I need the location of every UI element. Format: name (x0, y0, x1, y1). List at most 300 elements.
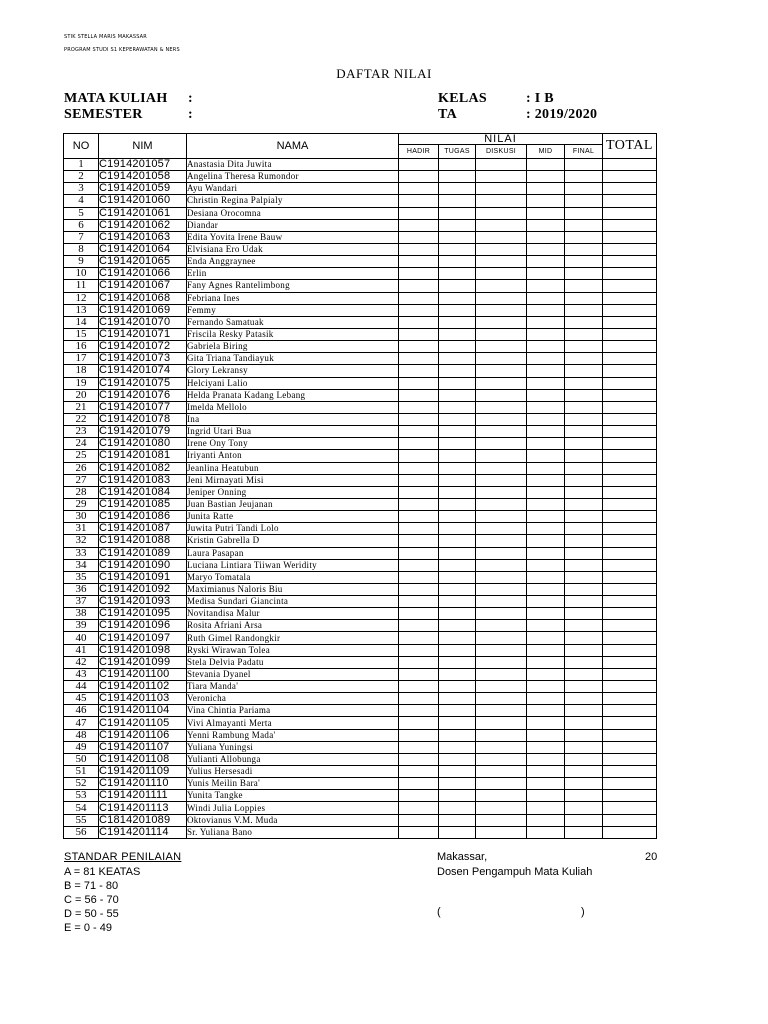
row-final-cell (565, 389, 603, 401)
row-hadir-cell (399, 644, 439, 656)
row-diskusi-cell (476, 195, 527, 207)
row-total-cell (603, 474, 657, 486)
row-diskusi-cell (476, 729, 527, 741)
row-number: 39 (64, 620, 99, 632)
row-hadir-cell (399, 681, 439, 693)
row-nama: Maryo Tomatala (187, 571, 399, 583)
row-nim: C1914201058 (99, 171, 187, 183)
row-total-cell (603, 304, 657, 316)
row-number: 1 (64, 159, 99, 171)
row-diskusi-cell (476, 159, 527, 171)
row-tugas-cell (439, 741, 476, 753)
row-tugas-cell (439, 826, 476, 838)
row-number: 32 (64, 535, 99, 547)
row-nama: Luciana Lintiara Tiiwan Weridity (187, 559, 399, 571)
row-mid-cell (527, 243, 565, 255)
row-nama: Ingrid Utari Bua (187, 426, 399, 438)
row-total-cell (603, 717, 657, 729)
row-nama: Enda Anggraynee (187, 256, 399, 268)
table-row (64, 401, 657, 413)
ta-value: : 2019/2020 (526, 107, 598, 122)
row-total-cell (603, 341, 657, 353)
row-diskusi-cell (476, 328, 527, 340)
row-nama: Christin Regina Palpialy (187, 195, 399, 207)
row-diskusi-cell (476, 183, 527, 195)
row-tugas-cell (439, 256, 476, 268)
row-nim: C1914201108 (99, 753, 187, 765)
row-final-cell (565, 365, 603, 377)
row-final-cell (565, 753, 603, 765)
row-diskusi-cell (476, 219, 527, 231)
row-diskusi-cell (476, 523, 527, 535)
row-tugas-cell (439, 523, 476, 535)
row-diskusi-cell (476, 547, 527, 559)
table-row (64, 547, 657, 559)
row-hadir-cell (399, 656, 439, 668)
row-nama: Ruth Gimel Randongkir (187, 632, 399, 644)
row-mid-cell (527, 620, 565, 632)
row-nim: C1914201105 (99, 717, 187, 729)
row-total-cell (603, 183, 657, 195)
row-tugas-cell (439, 644, 476, 656)
row-mid-cell (527, 571, 565, 583)
row-nama: Glory Lekransy (187, 365, 399, 377)
row-nim: C1914201080 (99, 438, 187, 450)
table-row (64, 766, 657, 778)
row-number: 10 (64, 268, 99, 280)
row-tugas-cell (439, 231, 476, 243)
row-number: 40 (64, 632, 99, 644)
row-nim: C1914201113 (99, 802, 187, 814)
row-mid-cell (527, 741, 565, 753)
grades-table (63, 133, 657, 839)
row-nim: C1914201075 (99, 377, 187, 389)
row-nama: Angelina Theresa Rumondor (187, 171, 399, 183)
row-mid-cell (527, 547, 565, 559)
row-total-cell (603, 535, 657, 547)
row-nama: Junita Ratte (187, 511, 399, 523)
row-final-cell (565, 243, 603, 255)
row-nama: Femmy (187, 304, 399, 316)
row-number: 13 (64, 304, 99, 316)
row-mid-cell (527, 426, 565, 438)
row-hadir-cell (399, 243, 439, 255)
row-diskusi-cell (476, 596, 527, 608)
row-nim: C1914201114 (99, 826, 187, 838)
table-row (64, 802, 657, 814)
row-number: 49 (64, 741, 99, 753)
table-row (64, 195, 657, 207)
row-hadir-cell (399, 231, 439, 243)
row-nama: Novitandisa Malur (187, 608, 399, 620)
table-row (64, 668, 657, 680)
row-number: 16 (64, 341, 99, 353)
row-final-cell (565, 644, 603, 656)
row-final-cell (565, 292, 603, 304)
row-mid-cell (527, 207, 565, 219)
row-nim: C1914201078 (99, 413, 187, 425)
row-nim: C1914201065 (99, 256, 187, 268)
row-number: 4 (64, 195, 99, 207)
row-hadir-cell (399, 559, 439, 571)
row-hadir-cell (399, 171, 439, 183)
col-header-tugas: TUGAS (439, 145, 476, 159)
row-diskusi-cell (476, 766, 527, 778)
row-mid-cell (527, 450, 565, 462)
row-nim: C1914201111 (99, 790, 187, 802)
row-tugas-cell (439, 693, 476, 705)
col-header-final: FINAL (565, 145, 603, 159)
row-diskusi-cell (476, 401, 527, 413)
row-hadir-cell (399, 486, 439, 498)
row-number: 11 (64, 280, 99, 292)
row-tugas-cell (439, 498, 476, 510)
row-number: 15 (64, 328, 99, 340)
row-hadir-cell (399, 814, 439, 826)
row-diskusi-cell (476, 826, 527, 838)
row-nim: C1914201084 (99, 486, 187, 498)
row-final-cell (565, 159, 603, 171)
row-diskusi-cell (476, 814, 527, 826)
row-tugas-cell (439, 195, 476, 207)
row-diskusi-cell (476, 292, 527, 304)
row-hadir-cell (399, 426, 439, 438)
row-tugas-cell (439, 280, 476, 292)
row-nim: C1914201097 (99, 632, 187, 644)
row-number: 3 (64, 183, 99, 195)
row-diskusi-cell (476, 705, 527, 717)
row-nama: Yuliana Yuningsi (187, 741, 399, 753)
row-diskusi-cell (476, 316, 527, 328)
row-tugas-cell (439, 547, 476, 559)
row-hadir-cell (399, 256, 439, 268)
row-nama: Jeniper Onning (187, 486, 399, 498)
row-mid-cell (527, 219, 565, 231)
mata-kuliah-colon: : (188, 91, 193, 106)
row-total-cell (603, 632, 657, 644)
col-header-nilai: NILAI (399, 134, 603, 145)
row-mid-cell (527, 681, 565, 693)
row-mid-cell (527, 535, 565, 547)
row-nama: Medisa Sundari Giancinta (187, 596, 399, 608)
row-hadir-cell (399, 705, 439, 717)
row-tugas-cell (439, 183, 476, 195)
table-row (64, 219, 657, 231)
row-number: 19 (64, 377, 99, 389)
row-mid-cell (527, 583, 565, 595)
row-diskusi-cell (476, 256, 527, 268)
grade-e-range: E = 0 - 49 (64, 922, 113, 934)
row-number: 36 (64, 583, 99, 595)
row-total-cell (603, 486, 657, 498)
row-nama: Yenni Rambung Mada' (187, 729, 399, 741)
row-nama: Gita Triana Tandiayuk (187, 353, 399, 365)
row-final-cell (565, 328, 603, 340)
row-diskusi-cell (476, 681, 527, 693)
row-total-cell (603, 583, 657, 595)
table-row (64, 377, 657, 389)
row-nim: C1914201085 (99, 498, 187, 510)
row-nim: C1914201064 (99, 243, 187, 255)
row-hadir-cell (399, 341, 439, 353)
row-mid-cell (527, 231, 565, 243)
table-row (64, 304, 657, 316)
row-number: 6 (64, 219, 99, 231)
row-nama: Vivi Almayanti Merta (187, 717, 399, 729)
row-tugas-cell (439, 596, 476, 608)
row-nim: C1914201071 (99, 328, 187, 340)
row-number: 31 (64, 523, 99, 535)
row-nim: C1914201077 (99, 401, 187, 413)
row-mid-cell (527, 292, 565, 304)
row-mid-cell (527, 766, 565, 778)
row-hadir-cell (399, 292, 439, 304)
row-final-cell (565, 219, 603, 231)
row-hadir-cell (399, 523, 439, 535)
row-total-cell (603, 462, 657, 474)
row-hadir-cell (399, 547, 439, 559)
row-total-cell (603, 243, 657, 255)
row-tugas-cell (439, 620, 476, 632)
row-nama: Yunis Meilin Bara' (187, 778, 399, 790)
table-row (64, 292, 657, 304)
row-diskusi-cell (476, 498, 527, 510)
row-number: 22 (64, 413, 99, 425)
row-nim: C1914201069 (99, 304, 187, 316)
row-mid-cell (527, 486, 565, 498)
row-final-cell (565, 620, 603, 632)
row-number: 21 (64, 401, 99, 413)
row-mid-cell (527, 559, 565, 571)
table-row (64, 243, 657, 255)
table-row (64, 426, 657, 438)
row-nama: Veronicha (187, 693, 399, 705)
grade-a-range: A = 81 KEATAS (64, 866, 141, 878)
table-row (64, 171, 657, 183)
row-total-cell (603, 450, 657, 462)
row-final-cell (565, 183, 603, 195)
row-final-cell (565, 353, 603, 365)
row-final-cell (565, 741, 603, 753)
row-total-cell (603, 741, 657, 753)
table-row (64, 535, 657, 547)
row-mid-cell (527, 316, 565, 328)
row-tugas-cell (439, 159, 476, 171)
grading-standard-title: STANDAR PENILAIAN (64, 851, 182, 863)
row-hadir-cell (399, 729, 439, 741)
row-diskusi-cell (476, 571, 527, 583)
row-total-cell (603, 498, 657, 510)
row-mid-cell (527, 644, 565, 656)
row-diskusi-cell (476, 535, 527, 547)
row-total-cell (603, 826, 657, 838)
row-hadir-cell (399, 450, 439, 462)
row-total-cell (603, 316, 657, 328)
table-row (64, 620, 657, 632)
row-nim: C1914201107 (99, 741, 187, 753)
row-final-cell (565, 268, 603, 280)
row-mid-cell (527, 656, 565, 668)
row-mid-cell (527, 159, 565, 171)
row-number: 54 (64, 802, 99, 814)
row-nama: Helciyani Lalio (187, 377, 399, 389)
row-final-cell (565, 486, 603, 498)
table-row (64, 511, 657, 523)
row-diskusi-cell (476, 559, 527, 571)
row-hadir-cell (399, 474, 439, 486)
row-nama: Windi Julia Loppies (187, 802, 399, 814)
row-final-cell (565, 413, 603, 425)
row-hadir-cell (399, 268, 439, 280)
row-total-cell (603, 656, 657, 668)
row-mid-cell (527, 171, 565, 183)
row-hadir-cell (399, 741, 439, 753)
table-row (64, 693, 657, 705)
row-tugas-cell (439, 268, 476, 280)
row-tugas-cell (439, 486, 476, 498)
row-diskusi-cell (476, 304, 527, 316)
row-total-cell (603, 280, 657, 292)
table-row (64, 231, 657, 243)
row-final-cell (565, 523, 603, 535)
row-total-cell (603, 608, 657, 620)
row-total-cell (603, 693, 657, 705)
row-final-cell (565, 608, 603, 620)
row-nama: Anastasia Dita Juwita (187, 159, 399, 171)
row-total-cell (603, 219, 657, 231)
row-hadir-cell (399, 717, 439, 729)
row-nama: Maximianus Naloris Biu (187, 583, 399, 595)
row-number: 51 (64, 766, 99, 778)
row-tugas-cell (439, 219, 476, 231)
row-total-cell (603, 401, 657, 413)
row-tugas-cell (439, 608, 476, 620)
row-nama: Jeanlina Heatubun (187, 462, 399, 474)
row-nim: C1914201099 (99, 656, 187, 668)
table-row (64, 571, 657, 583)
row-total-cell (603, 681, 657, 693)
row-nama: Vina Chintia Pariama (187, 705, 399, 717)
row-nim: C1914201079 (99, 426, 187, 438)
row-final-cell (565, 790, 603, 802)
row-hadir-cell (399, 753, 439, 765)
row-nim: C1914201100 (99, 668, 187, 680)
row-final-cell (565, 583, 603, 595)
row-nim: C1914201066 (99, 268, 187, 280)
row-nim: C1914201106 (99, 729, 187, 741)
table-row (64, 632, 657, 644)
row-hadir-cell (399, 535, 439, 547)
row-mid-cell (527, 280, 565, 292)
col-header-nama: NAMA (187, 134, 399, 159)
row-tugas-cell (439, 778, 476, 790)
row-total-cell (603, 705, 657, 717)
institution-name: STIK STELLA MARIS MAKASSAR (64, 34, 147, 40)
row-mid-cell (527, 705, 565, 717)
table-row (64, 656, 657, 668)
row-tugas-cell (439, 766, 476, 778)
row-diskusi-cell (476, 353, 527, 365)
row-final-cell (565, 377, 603, 389)
row-mid-cell (527, 353, 565, 365)
document-title: DAFTAR NILAI (336, 66, 432, 81)
row-final-cell (565, 826, 603, 838)
table-row (64, 596, 657, 608)
col-header-total: TOTAL (603, 134, 657, 159)
table-row (64, 353, 657, 365)
row-nim: C1914201072 (99, 341, 187, 353)
row-tugas-cell (439, 729, 476, 741)
row-total-cell (603, 753, 657, 765)
row-total-cell (603, 231, 657, 243)
row-total-cell (603, 389, 657, 401)
row-mid-cell (527, 802, 565, 814)
row-total-cell (603, 802, 657, 814)
table-row (64, 462, 657, 474)
row-nama: Stela Delvia Padatu (187, 656, 399, 668)
row-hadir-cell (399, 596, 439, 608)
row-hadir-cell (399, 693, 439, 705)
table-row (64, 681, 657, 693)
row-diskusi-cell (476, 365, 527, 377)
col-header-mid: MID (527, 145, 565, 159)
row-mid-cell (527, 183, 565, 195)
row-tugas-cell (439, 207, 476, 219)
table-row (64, 280, 657, 292)
row-mid-cell (527, 596, 565, 608)
row-hadir-cell (399, 219, 439, 231)
row-mid-cell (527, 438, 565, 450)
row-number: 56 (64, 826, 99, 838)
row-diskusi-cell (476, 207, 527, 219)
row-mid-cell (527, 717, 565, 729)
row-total-cell (603, 766, 657, 778)
table-row (64, 583, 657, 595)
row-diskusi-cell (476, 426, 527, 438)
row-mid-cell (527, 778, 565, 790)
row-diskusi-cell (476, 438, 527, 450)
row-mid-cell (527, 498, 565, 510)
row-diskusi-cell (476, 389, 527, 401)
row-mid-cell (527, 523, 565, 535)
row-nim: C1914201089 (99, 547, 187, 559)
row-final-cell (565, 596, 603, 608)
row-hadir-cell (399, 571, 439, 583)
table-row (64, 559, 657, 571)
signature-paren-open: ( (437, 906, 441, 918)
row-mid-cell (527, 814, 565, 826)
row-tugas-cell (439, 413, 476, 425)
row-nim: C1914201110 (99, 778, 187, 790)
row-nama: Helda Pranata Kadang Lebang (187, 389, 399, 401)
row-number: 50 (64, 753, 99, 765)
row-number: 14 (64, 316, 99, 328)
row-diskusi-cell (476, 753, 527, 765)
row-final-cell (565, 207, 603, 219)
table-row (64, 207, 657, 219)
row-tugas-cell (439, 668, 476, 680)
row-number: 37 (64, 596, 99, 608)
row-nama: Juan Bastian Jeujanan (187, 498, 399, 510)
table-row (64, 814, 657, 826)
row-final-cell (565, 450, 603, 462)
row-total-cell (603, 547, 657, 559)
col-header-hadir: HADIR (399, 145, 439, 159)
row-mid-cell (527, 389, 565, 401)
row-nama: Edita Yovita Irene Bauw (187, 231, 399, 243)
row-total-cell (603, 256, 657, 268)
row-tugas-cell (439, 790, 476, 802)
